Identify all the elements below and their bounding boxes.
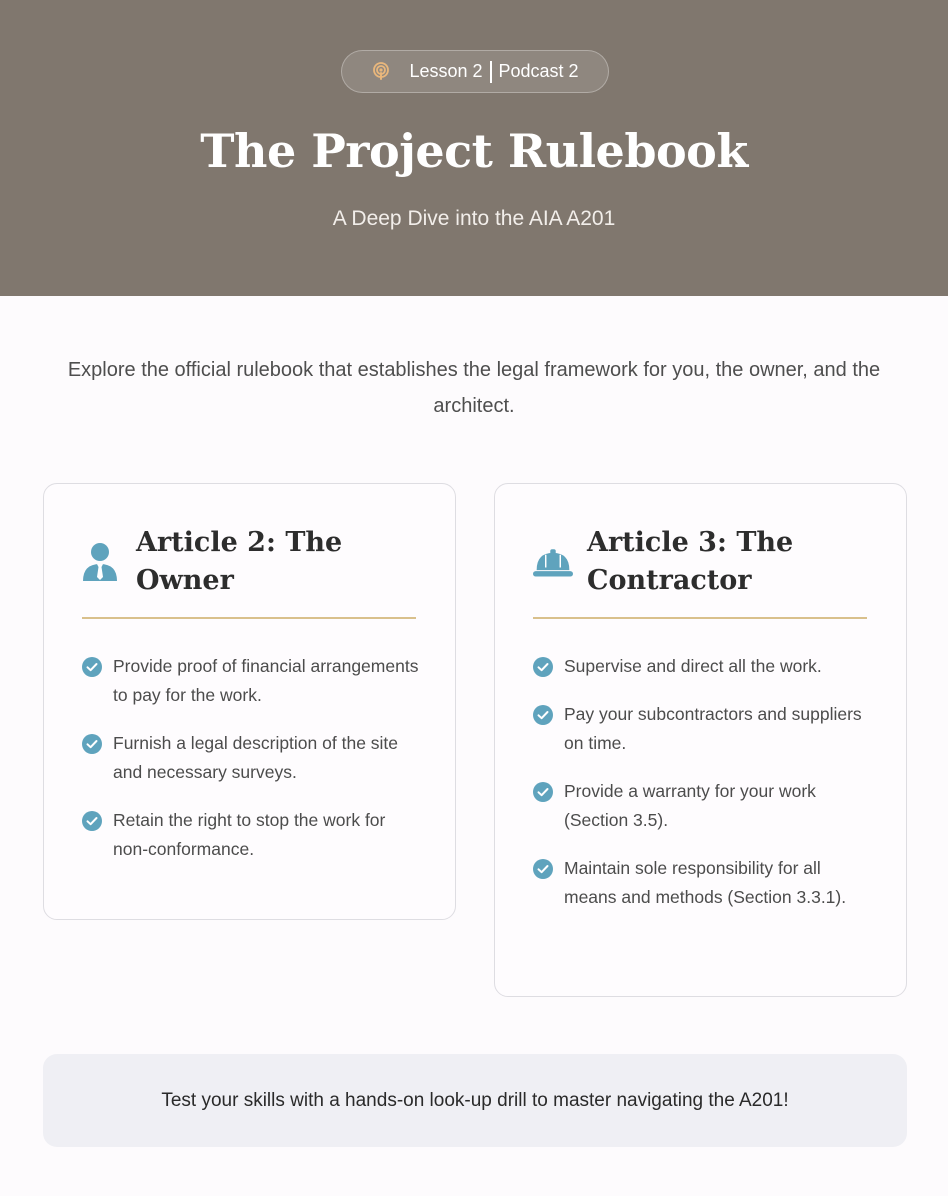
page-subtitle: A Deep Dive into the AIA A201: [332, 207, 616, 230]
check-circle-icon: [533, 657, 553, 677]
list-item-text: Maintain sole responsibility for all means and methods (Section 3.3.1).: [564, 858, 847, 907]
check-circle-icon: [533, 705, 553, 725]
owner-responsibilities: [82, 652, 422, 883]
check-circle-icon: [533, 859, 553, 879]
list-item-text: Provide a warranty for your work (Section 3.5).: [564, 781, 816, 830]
list-item: [533, 854, 873, 912]
page-title: The Project Rulebook: [200, 124, 748, 178]
list-item: [533, 777, 873, 835]
check-circle-icon: [82, 657, 102, 677]
list-item-text: Retain the right to stop the work for non-conformance.: [113, 810, 386, 859]
list-item-text: Supervise and direct all the work.: [564, 656, 822, 676]
badge-podcast: Podcast 2: [498, 61, 579, 81]
badge-lesson: Lesson 2: [409, 61, 483, 81]
owner-card: [43, 483, 456, 920]
list-item-text: Provide proof of financial arrangements to pay for the work.: [113, 656, 419, 705]
contractor-card-header: [533, 524, 869, 620]
owner-card-divider: [82, 617, 416, 619]
owner-person-icon: [82, 542, 122, 582]
owner-card-header: [82, 524, 418, 620]
hero-banner: [0, 0, 948, 296]
list-item: [82, 806, 422, 864]
contractor-card-divider: [533, 617, 867, 619]
list-item: [82, 652, 422, 710]
badge-separator: [490, 61, 492, 83]
list-item-text: Furnish a legal description of the site and necessary surveys.: [113, 733, 399, 782]
cta-banner: Test your skills with a hands-on look-up drill to master navigating the A201!: [43, 1054, 907, 1147]
list-item: [533, 700, 873, 758]
lesson-badge: [341, 50, 609, 93]
check-circle-icon: [82, 811, 102, 831]
check-circle-icon: [82, 734, 102, 754]
intro-text: Explore the official rulebook that establishes the legal framework for you, the owner, and the architect.: [67, 359, 881, 417]
contractor-card-title: Article 3: The Contractor: [587, 527, 794, 596]
list-item-text: Pay your subcontractors and suppliers on time.: [564, 704, 862, 753]
contractor-responsibilities: [533, 652, 873, 931]
owner-card-title: Article 2: The Owner: [136, 527, 343, 596]
contractor-card: [494, 483, 907, 997]
check-circle-icon: [533, 782, 553, 802]
list-item: [82, 729, 422, 787]
hard-hat-icon: [533, 542, 573, 582]
list-item: [533, 652, 873, 681]
podcast-icon: [371, 62, 391, 82]
